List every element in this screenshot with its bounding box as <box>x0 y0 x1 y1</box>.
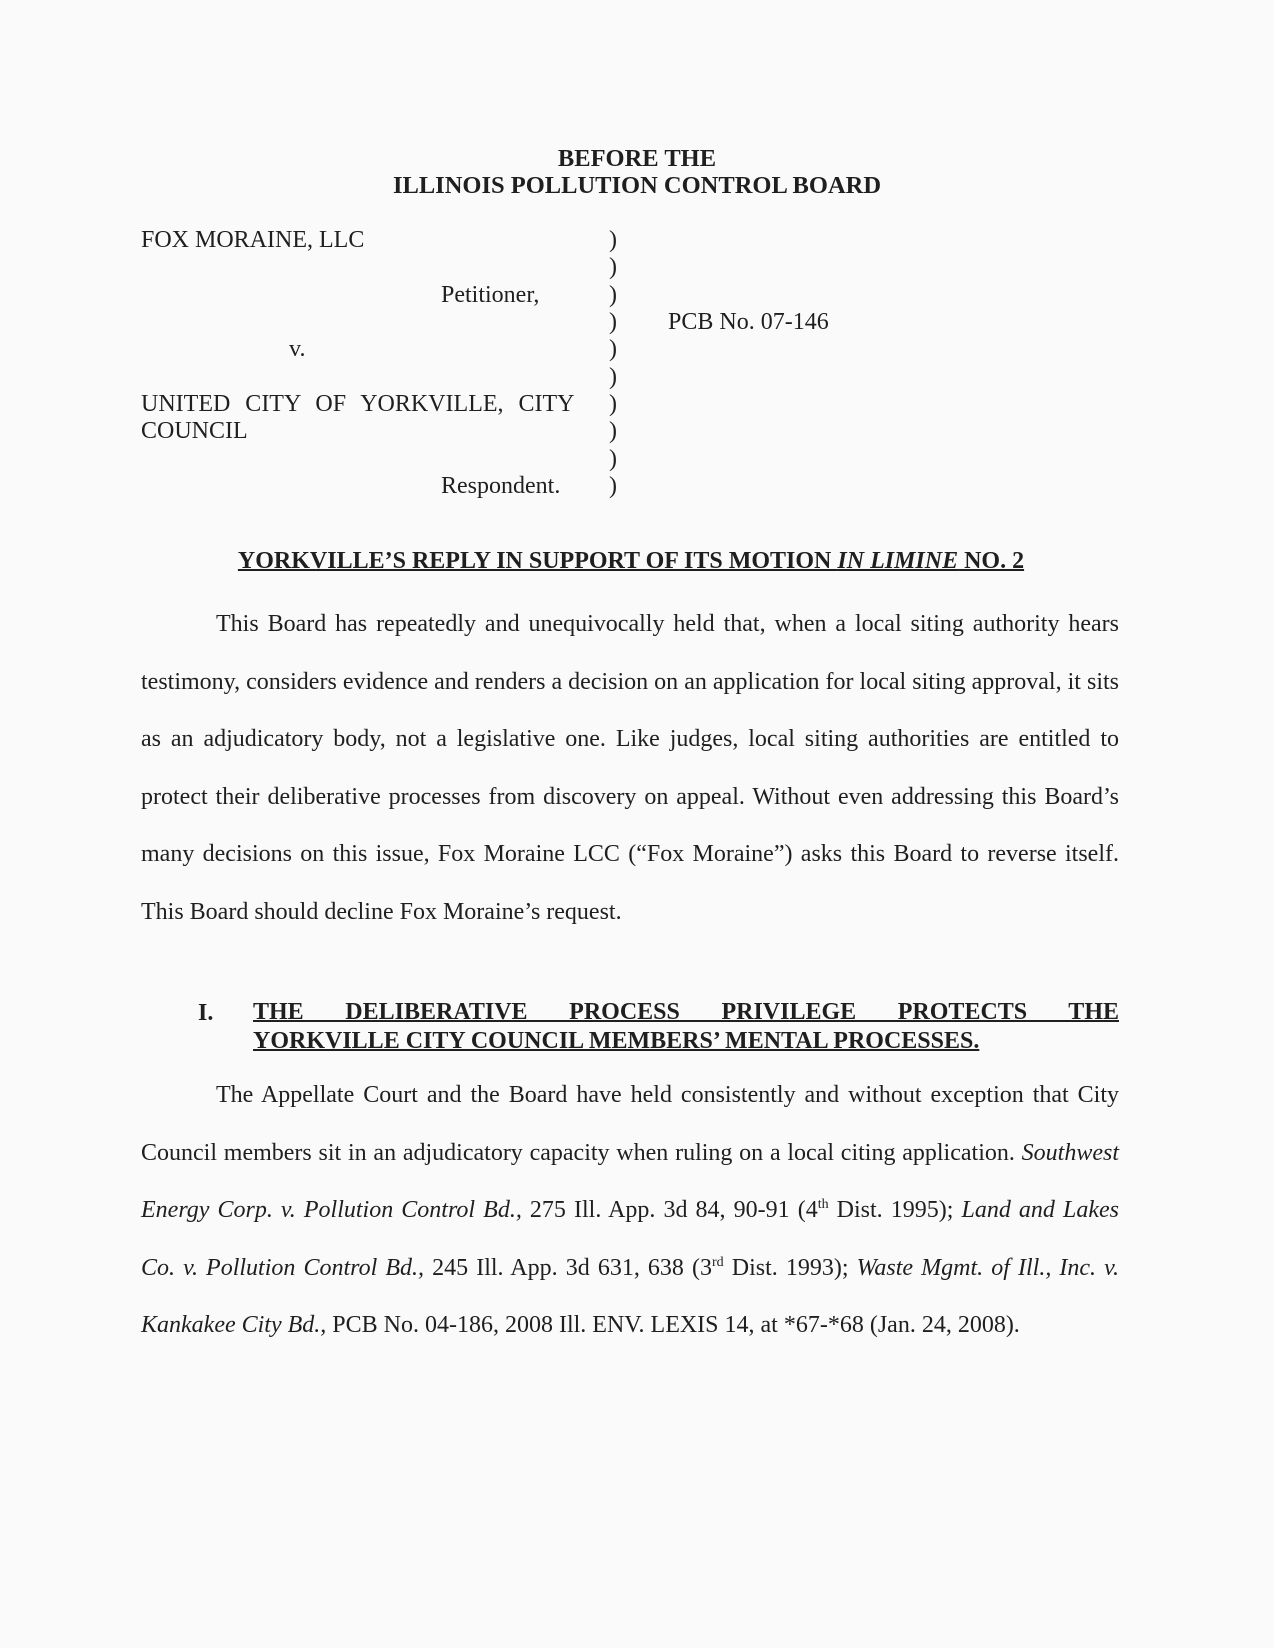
petitioner-role: Petitioner, <box>441 282 540 308</box>
caption-paren: ) <box>609 391 617 417</box>
caption-paren: ) <box>609 282 617 308</box>
section-heading-line-2: YORKVILLE CITY COUNCIL MEMBERS’ MENTAL PROCESSES. <box>253 1028 980 1054</box>
section-number: I. <box>198 1000 214 1026</box>
citation-reference: 245 Ill. App. 3d 631, 638 (3 <box>424 1254 712 1281</box>
document-title-italic: IN LIMINE <box>837 548 959 574</box>
citation-case-name: Southwest Energy Corp. v. Pollution Control Bd., <box>141 1139 1119 1223</box>
petitioner-name: FOX MORAINE, LLC <box>141 227 365 253</box>
document-title-suffix: NO. 2 <box>958 548 1025 574</box>
citation-superscript: rd <box>712 1254 724 1270</box>
citation-case-name: Land and Lakes Co. v. Pollution Control Bd., <box>141 1197 1119 1281</box>
document-title <box>0 548 1262 575</box>
citation-superscript: th <box>817 1197 829 1212</box>
caption-paren: ) <box>609 254 617 280</box>
respondent-role: Respondent. <box>441 473 561 499</box>
respondent-name-line-1: UNITED CITY OF YORKVILLE, CITY <box>141 391 575 417</box>
section-1-text: The Appellate Court and the Board have held consistently and without exception that City Council members sit in an adjudicatory capacity when ruling on a local citing application. <box>141 1082 1119 1166</box>
caption-paren: ) <box>609 227 617 253</box>
caption-paren: ) <box>609 446 617 472</box>
caption-paren: ) <box>609 364 617 390</box>
section-heading-line-1: THE DELIBERATIVE PROCESS PRIVILEGE PROTECTS THE <box>253 999 1119 1025</box>
respondent-name-line-2: COUNCIL <box>141 418 248 444</box>
citation-reference: PCB No. 04-186, 2008 Ill. ENV. LEXIS 14, at *67-*68 (Jan. 24, 2008). <box>326 1312 1020 1338</box>
caption-paren: ) <box>609 418 617 444</box>
document-title-text: YORKVILLE’S REPLY IN SUPPORT OF ITS MOTION <box>237 548 838 574</box>
caption-paren: ) <box>609 309 617 335</box>
citation-end: Dist. 1993); <box>723 1254 857 1281</box>
intro-paragraph <box>141 596 1119 941</box>
intro-paragraph-text: This Board has repeatedly and unequivocally held that, when a local siting authority hears testimony, considers evidence and renders a decision on an application for local siting approval, it sits as an adjudicatory body, not a legislative one. Like judges, local siting authorities are entitled to protect their deliberative processes from discovery on appeal. Without even addressing this Board’s many decisions on this issue, Fox Moraine LCC (“Fox Moraine”) asks this Board to reverse itself. This Board should decline Fox Moraine’s request. <box>141 611 1119 925</box>
citation-case-name: Waste Mgmt. of Ill., Inc. v. Kankakee City Bd., <box>141 1254 1120 1338</box>
caption-paren: ) <box>609 473 617 499</box>
versus-label: v. <box>289 336 306 362</box>
header-line-1: BEFORE THE <box>557 145 717 172</box>
citation-end: Dist. 1995); <box>828 1197 962 1223</box>
section-heading <box>253 998 1119 1056</box>
case-number: PCB No. 07-146 <box>668 309 829 335</box>
section-1-paragraph <box>141 1067 1119 1355</box>
caption-paren: ) <box>609 336 617 362</box>
header-line-2: ILLINOIS POLLUTION CONTROL BOARD <box>392 172 882 199</box>
citation-reference: 275 Ill. App. 3d 84, 90-91 (4 <box>521 1197 818 1223</box>
